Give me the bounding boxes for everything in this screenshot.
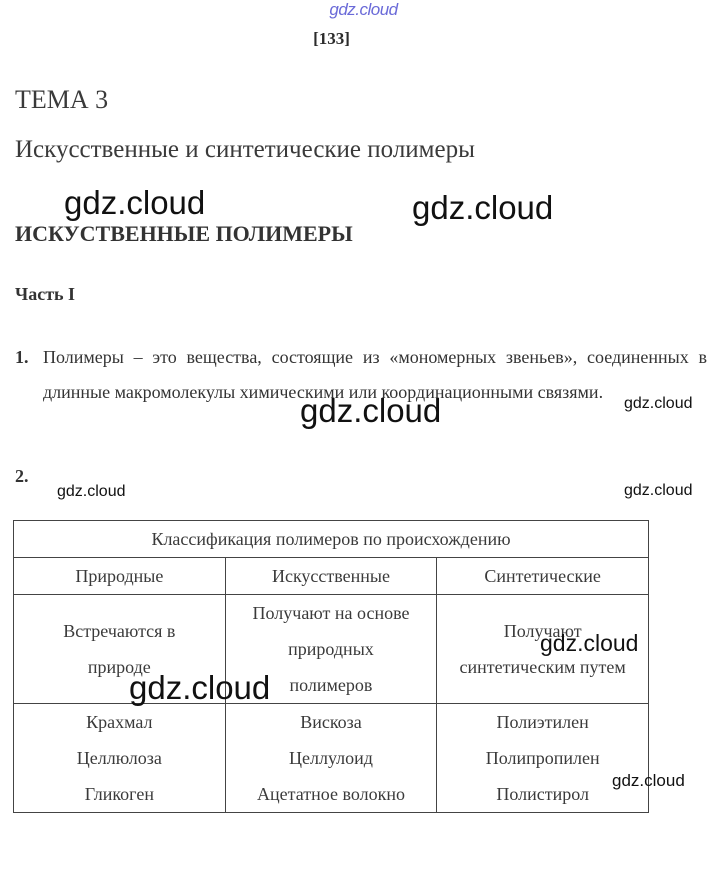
cell-line: Встречаются в xyxy=(63,621,176,641)
item-number-1: 1. xyxy=(15,347,29,367)
cell-line: Крахмал xyxy=(86,712,153,732)
section-heading: ИСКУСТВЕННЫЕ ПОЛИМЕРЫ xyxy=(15,221,353,246)
table-caption: Классификация полимеров по происхождению xyxy=(14,521,649,558)
cell-line: Получают на основе xyxy=(252,603,410,623)
cell-line: Вискоза xyxy=(300,712,362,732)
watermark-text: gdz.cloud xyxy=(64,184,206,221)
page-number: [133] xyxy=(313,29,350,48)
classification-table xyxy=(13,520,649,813)
watermark-text: gdz.cloud xyxy=(300,392,442,429)
column-header: Искусственные xyxy=(225,558,437,595)
watermark-text: gdz.cloud xyxy=(540,630,639,656)
watermark-text: gdz.cloud xyxy=(612,771,685,790)
part-label: Часть I xyxy=(15,284,76,304)
column-header: Природные xyxy=(14,558,226,595)
topic-title: ТЕМА 3 xyxy=(15,85,109,114)
cell-line: Целлюлоза xyxy=(76,748,162,768)
cell-line: Ацетатное волокно xyxy=(257,784,405,804)
cell-line: природных xyxy=(288,639,374,659)
watermark-text: gdz.cloud xyxy=(624,482,693,499)
column-header: Синтетические xyxy=(437,558,649,595)
cell-line: полимеров xyxy=(289,675,373,695)
cell-line: Полипропилен xyxy=(485,748,600,768)
item-number-2: 2. xyxy=(15,466,29,486)
watermark-text: gdz.cloud xyxy=(57,483,126,500)
cell-line: синтетическим путем xyxy=(459,657,626,677)
cell-line: Целлулоид xyxy=(289,748,373,768)
cell-line: Гликоген xyxy=(84,784,154,804)
watermark-text: gdz.cloud xyxy=(624,395,693,412)
table-cell xyxy=(437,704,649,813)
cell-line: природе xyxy=(87,657,151,677)
cell-line: Получают xyxy=(503,621,582,641)
topic-subtitle: Искусственные и синтетические полимеры xyxy=(15,136,475,163)
table-cell xyxy=(225,704,437,813)
table-cell xyxy=(14,704,226,813)
cell-line: Полистирол xyxy=(496,784,589,804)
watermark-text: gdz.cloud xyxy=(129,669,271,706)
header-watermark: gdz.cloud xyxy=(329,0,398,19)
cell-line: Полиэтилен xyxy=(496,712,589,732)
watermark-text: gdz.cloud xyxy=(412,189,554,226)
item-text-1: Полимеры – это вещества, состоящие из «мономерных звеньев», соединенных в длинные макромолекулы химическими или координационными связями. xyxy=(43,347,707,402)
